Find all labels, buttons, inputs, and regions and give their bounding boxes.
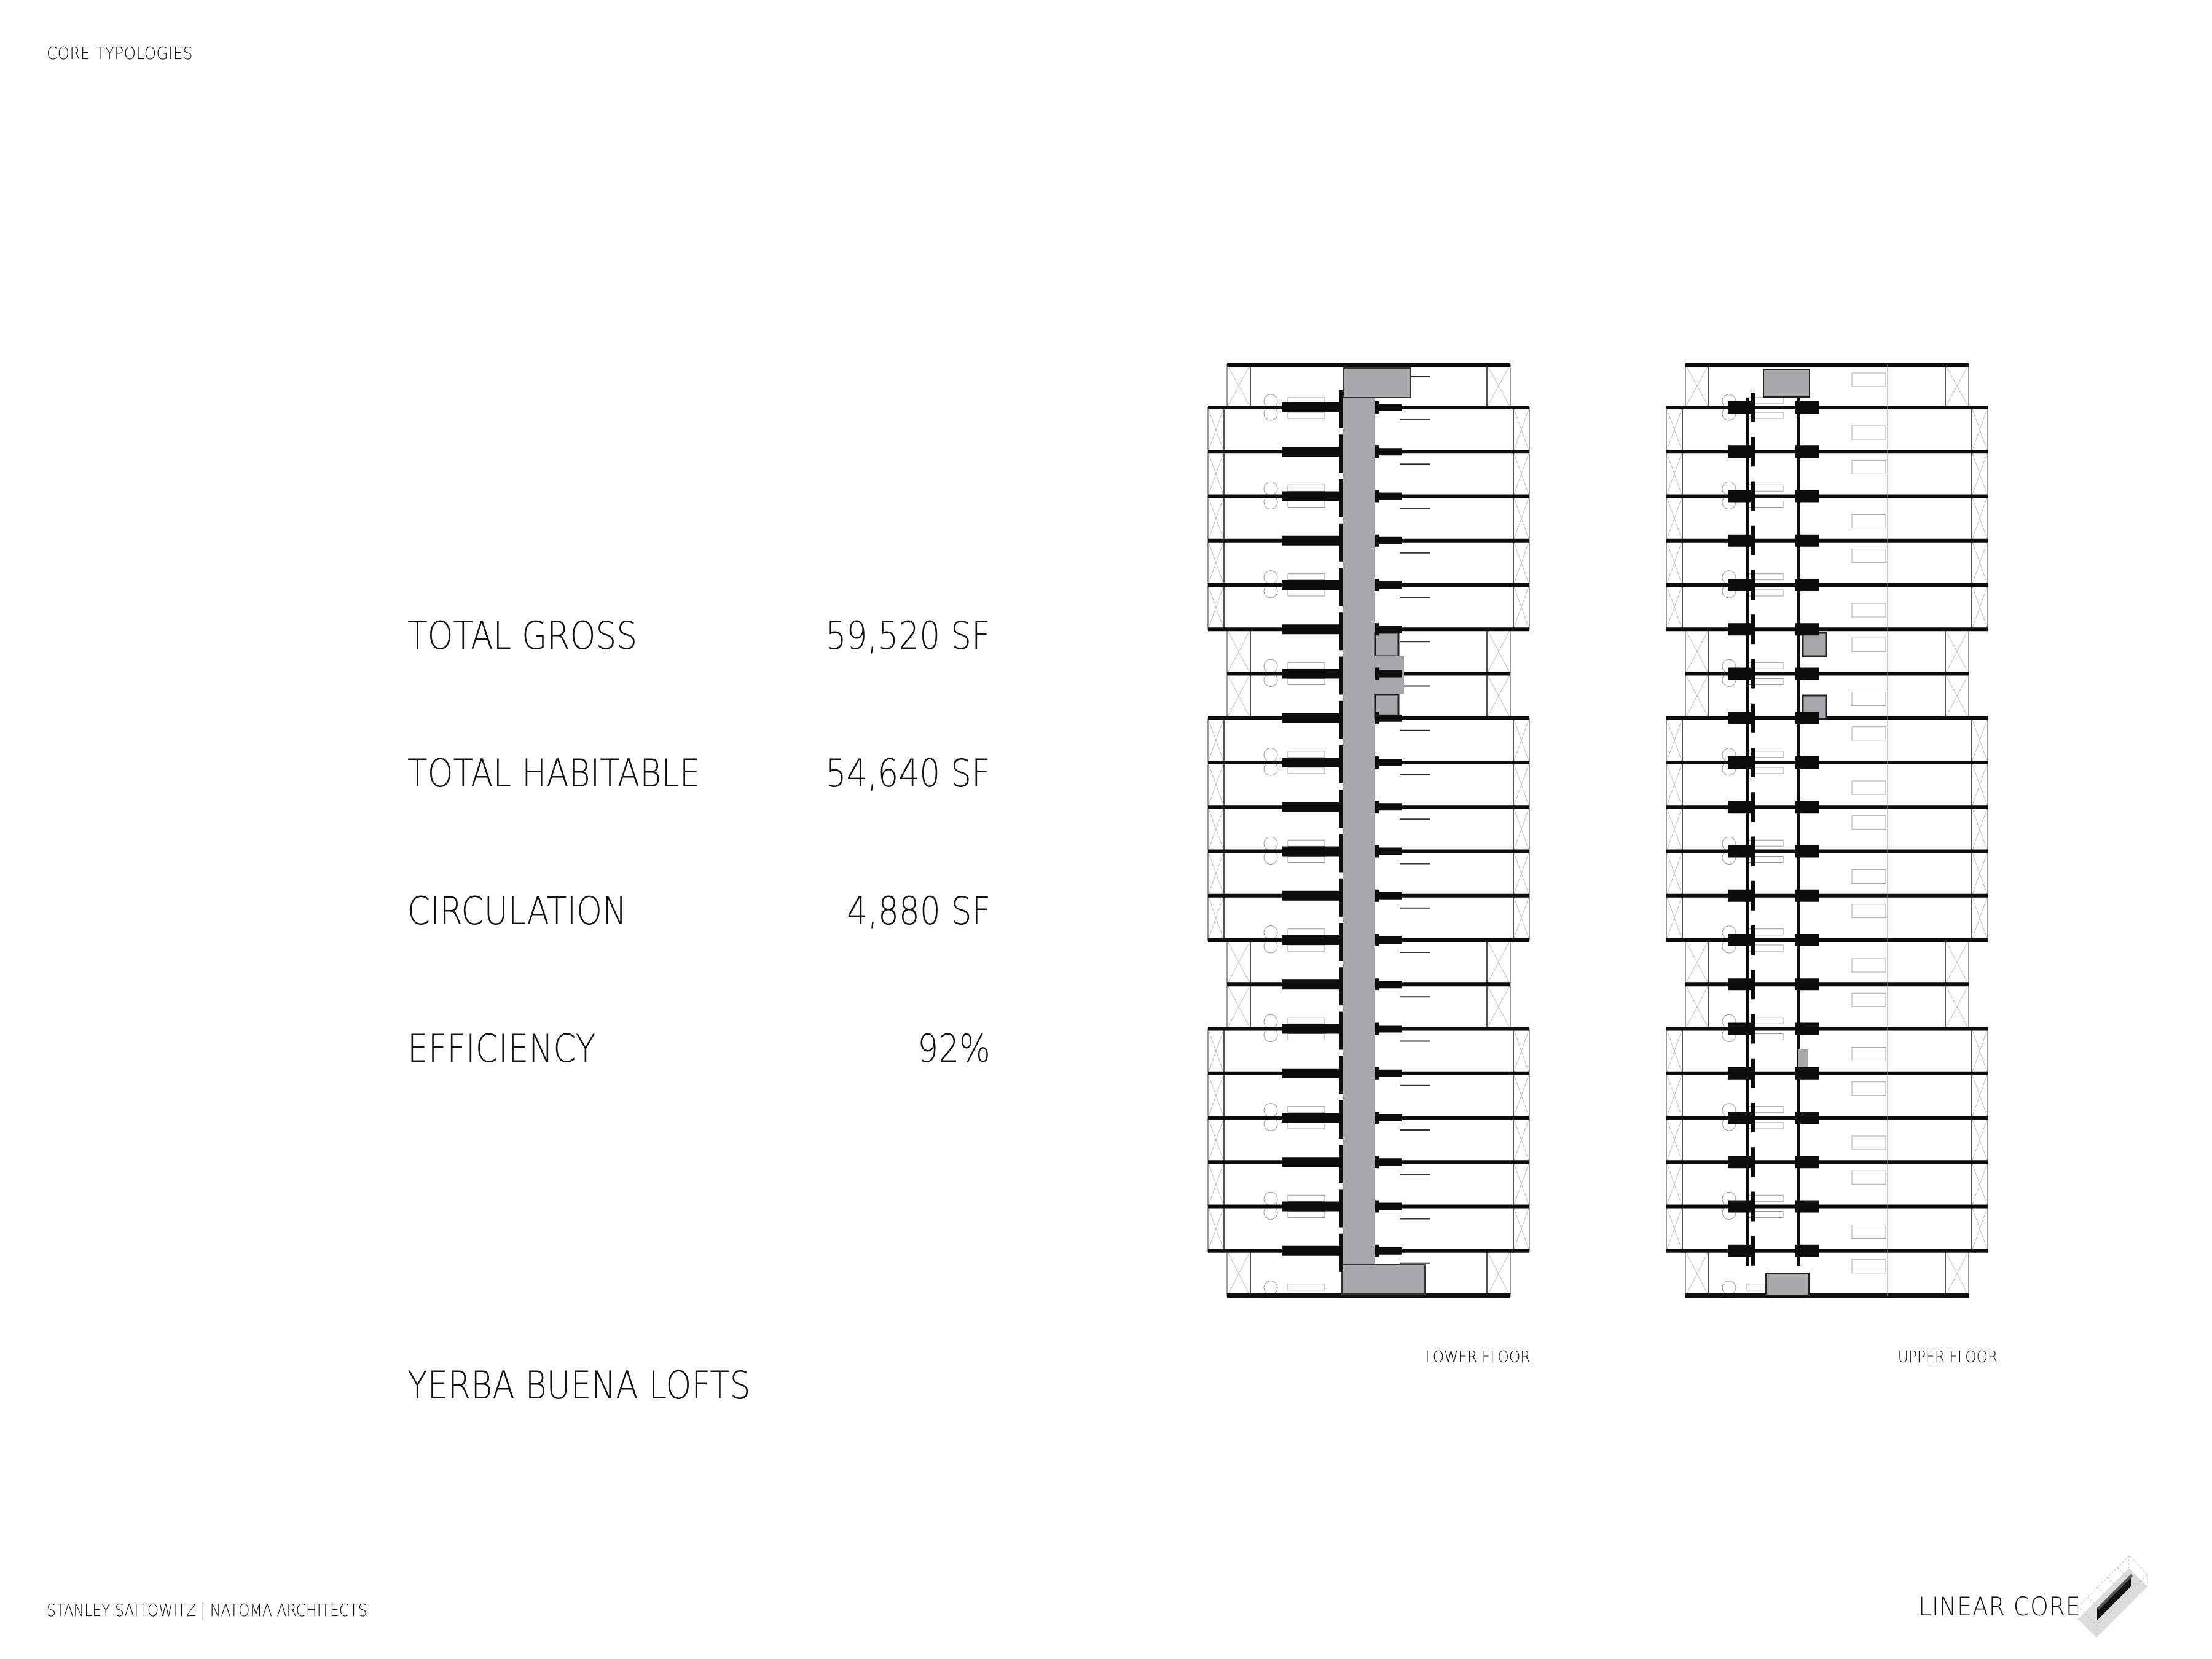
- kitchen-counter: [1288, 1284, 1325, 1290]
- service-wall: [1795, 1112, 1819, 1124]
- corridor-wall: [1339, 1012, 1343, 1050]
- stat-label-total-habitable: TOTAL HABITABLE: [407, 751, 700, 796]
- service-wall: [1379, 404, 1402, 411]
- corridor-wall: [1339, 524, 1343, 562]
- service-wall: [1282, 713, 1339, 723]
- kitchen-counter: [1288, 840, 1325, 846]
- service-wall: [1379, 1203, 1402, 1210]
- service-wall: [1728, 623, 1751, 635]
- stair-run: [1852, 815, 1886, 829]
- stair-run: [1852, 515, 1886, 528]
- service-wall: [1282, 847, 1339, 857]
- stair-run: [1852, 426, 1886, 439]
- service-wall: [1282, 802, 1339, 812]
- shaft-wall: [1751, 704, 1755, 733]
- corridor-wall: [1375, 1245, 1379, 1257]
- lower-floor-label: LOWER FLOOR: [1425, 1348, 1531, 1367]
- service-wall: [1379, 803, 1402, 810]
- shaft-wall: [1751, 1192, 1755, 1222]
- core-wall-left: [1746, 398, 1749, 1266]
- shaft-wall: [1751, 970, 1755, 999]
- service-wall: [1282, 1246, 1339, 1256]
- service-wall: [1795, 490, 1819, 503]
- stat-value-total-habitable: 54,640 SF: [825, 751, 990, 796]
- corridor-wall: [1339, 701, 1343, 739]
- shaft-wall: [1751, 437, 1755, 466]
- demising-wall: [1666, 805, 1988, 809]
- service-wall: [1795, 1023, 1819, 1035]
- stat-label-efficiency: EFFICIENCY: [407, 1026, 596, 1071]
- spiral-stair-icon: [1264, 748, 1277, 762]
- stair-run: [1852, 904, 1886, 918]
- service-wall: [1728, 401, 1751, 414]
- service-wall: [1379, 448, 1402, 455]
- service-wall: [1282, 1202, 1339, 1212]
- service-wall: [1795, 445, 1819, 458]
- service-wall: [1728, 535, 1751, 547]
- corridor-wall: [1375, 1201, 1379, 1213]
- balcony-bracing: [1666, 585, 1988, 629]
- stat-label-total-gross: TOTAL GROSS: [407, 613, 638, 658]
- service-wall: [1379, 537, 1402, 544]
- spiral-stair-icon: [1264, 1281, 1277, 1295]
- demising-wall: [1666, 1160, 1988, 1164]
- balcony-bracing: [1666, 1162, 1988, 1206]
- stat-label-circulation: CIRCULATION: [407, 888, 627, 933]
- corridor-wall: [1375, 535, 1379, 547]
- service-wall: [1795, 890, 1819, 902]
- service-wall: [1282, 492, 1339, 501]
- corridor-wall: [1375, 1112, 1379, 1124]
- service-wall: [1282, 935, 1339, 945]
- service-wall: [1795, 401, 1819, 414]
- plan-band-outline: [1666, 1029, 1988, 1251]
- project-name: YERBA BUENA LOFTS: [407, 1363, 751, 1408]
- service-wall: [1379, 1158, 1402, 1166]
- kitchen-counter: [1288, 501, 1325, 508]
- service-wall: [1795, 668, 1819, 680]
- kitchen-counter: [1288, 1123, 1325, 1129]
- service-wall: [1282, 1024, 1339, 1034]
- corridor-wall: [1375, 401, 1379, 414]
- demising-wall: [1666, 1249, 1988, 1253]
- corridor-wall: [1339, 790, 1343, 828]
- kitchen-counter: [1288, 929, 1325, 935]
- corridor-wall: [1375, 978, 1379, 990]
- kitchen-counter: [1288, 1195, 1325, 1201]
- shaft-icon: [1798, 1049, 1808, 1067]
- kitchen-counter: [1288, 590, 1325, 596]
- section-title: CORE TYPOLOGIES: [47, 43, 193, 63]
- demising-wall: [1666, 583, 1988, 587]
- corridor-wall: [1339, 923, 1343, 961]
- upper-floor-plan: [1666, 363, 1988, 1298]
- demising-wall: [1666, 1116, 1988, 1120]
- shaft-wall: [1751, 881, 1755, 911]
- shaft-wall: [1751, 748, 1755, 777]
- stair-run: [1852, 727, 1886, 740]
- corridor-wall: [1339, 1190, 1343, 1228]
- kitchen-counter: [1288, 1212, 1325, 1218]
- plan-band-outline: [1666, 407, 1988, 629]
- service-wall: [1379, 892, 1402, 900]
- shaft-wall: [1751, 792, 1755, 822]
- corridor-wall: [1375, 623, 1379, 635]
- service-wall: [1282, 580, 1339, 590]
- corridor-core: [1343, 367, 1375, 1293]
- service-wall: [1379, 493, 1402, 500]
- service-wall: [1728, 934, 1751, 946]
- service-wall: [1379, 626, 1402, 633]
- lower-floor-plan: [1208, 363, 1529, 1298]
- corridor-wall: [1375, 712, 1379, 724]
- service-wall: [1795, 1156, 1819, 1168]
- service-wall: [1379, 1114, 1402, 1121]
- corridor-wall: [1375, 579, 1379, 591]
- stair-run: [1852, 1082, 1886, 1096]
- stair-run: [1852, 692, 1886, 706]
- stair-run: [1852, 1171, 1886, 1184]
- corridor-wall: [1375, 1023, 1379, 1035]
- spiral-stair-icon: [1264, 571, 1277, 584]
- balcony-bracing: [1666, 763, 1988, 807]
- shaft-wall: [1751, 1059, 1755, 1088]
- shaft-wall: [1751, 393, 1755, 422]
- upper-floor-label: UPPER FLOOR: [1897, 1348, 1998, 1367]
- corridor-wall: [1375, 801, 1379, 813]
- shaft-wall: [1751, 1236, 1755, 1266]
- service-wall: [1728, 978, 1751, 990]
- balcony-bracing: [1685, 984, 1969, 1029]
- balcony-bracing: [1685, 1251, 1969, 1296]
- service-wall: [1728, 801, 1751, 813]
- service-wall: [1728, 490, 1751, 503]
- spiral-stair-icon: [1264, 1014, 1277, 1028]
- corridor-wall: [1375, 934, 1379, 946]
- shaft-wall: [1751, 614, 1755, 644]
- footer-credits: STANLEY SAITOWITZ | NATOMA ARCHITECTS: [47, 1600, 367, 1620]
- stair-core-top: [1763, 369, 1810, 397]
- stair-core-top: [1343, 368, 1411, 398]
- service-wall: [1379, 1247, 1402, 1255]
- demising-wall: [1666, 938, 1988, 942]
- corridor-wall: [1339, 390, 1343, 428]
- demising-wall: [1666, 450, 1988, 453]
- service-wall: [1728, 1245, 1751, 1257]
- service-wall: [1795, 934, 1819, 946]
- corridor-wall: [1339, 1234, 1343, 1272]
- service-wall: [1728, 668, 1751, 680]
- shaft-wall: [1751, 1014, 1755, 1044]
- service-wall: [1795, 623, 1819, 635]
- kitchen-counter: [1288, 751, 1325, 758]
- end-wall: [1685, 1293, 1969, 1298]
- service-wall: [1282, 624, 1339, 634]
- elevator-icon: [1375, 633, 1398, 656]
- shaft-wall: [1751, 482, 1755, 511]
- balcony-bracing: [1666, 807, 1988, 851]
- kitchen-counter: [1288, 767, 1325, 774]
- service-wall: [1379, 670, 1402, 678]
- corridor-wall: [1339, 745, 1343, 783]
- service-wall: [1795, 579, 1819, 591]
- spiral-stair-icon: [1264, 1192, 1277, 1206]
- service-wall: [1728, 1112, 1751, 1124]
- stair-run: [1852, 638, 1886, 651]
- service-wall: [1728, 890, 1751, 902]
- kitchen-counter: [1288, 945, 1325, 951]
- spiral-stair-icon: [1264, 1104, 1277, 1117]
- service-wall: [1728, 445, 1751, 458]
- demising-wall: [1666, 1205, 1988, 1209]
- service-wall: [1795, 1245, 1819, 1257]
- service-wall: [1795, 801, 1819, 813]
- corridor-wall: [1339, 434, 1343, 473]
- core-wall-right: [1797, 398, 1800, 1266]
- kitchen-counter: [1288, 574, 1325, 580]
- shaft-wall: [1751, 659, 1755, 689]
- shaft-wall: [1751, 1147, 1755, 1177]
- balcony-bracing: [1666, 718, 1988, 763]
- kitchen-counter: [1288, 1107, 1325, 1113]
- shaft-wall: [1751, 837, 1755, 866]
- service-wall: [1795, 712, 1819, 724]
- kitchen-counter: [1288, 485, 1325, 491]
- stair-run: [1852, 1225, 1886, 1239]
- service-wall: [1282, 891, 1339, 901]
- service-wall: [1379, 936, 1402, 944]
- service-wall: [1282, 758, 1339, 767]
- corridor-wall: [1375, 890, 1379, 902]
- spiral-stair-icon: [1264, 926, 1277, 939]
- end-wall: [1227, 363, 1510, 367]
- kitchen-counter: [1288, 679, 1325, 685]
- stair-core-bottom: [1342, 1265, 1425, 1294]
- stat-value-circulation: 4,880 SF: [846, 888, 990, 933]
- service-wall: [1282, 1113, 1339, 1123]
- corridor-wall: [1375, 490, 1379, 503]
- demising-wall: [1666, 495, 1988, 498]
- corridor-wall: [1339, 1056, 1343, 1094]
- balcony-bracing: [1666, 1029, 1988, 1073]
- demising-wall: [1666, 894, 1988, 898]
- corridor-wall: [1339, 967, 1343, 1005]
- corridor-wall: [1375, 1156, 1379, 1168]
- end-wall: [1685, 363, 1969, 367]
- corridor-wall: [1339, 479, 1343, 517]
- balcony-bracing: [1666, 452, 1988, 496]
- service-wall: [1795, 756, 1819, 769]
- corridor-wall: [1339, 1145, 1343, 1183]
- service-wall: [1795, 978, 1819, 990]
- demising-wall: [1666, 1027, 1988, 1031]
- corridor-wall: [1375, 1067, 1379, 1080]
- service-wall: [1379, 715, 1402, 722]
- demising-wall: [1666, 539, 1988, 543]
- demising-wall: [1666, 850, 1988, 853]
- stair-run: [1852, 549, 1886, 563]
- service-wall: [1728, 579, 1751, 591]
- spiral-stair-icon: [1722, 1281, 1736, 1295]
- service-wall: [1795, 1201, 1819, 1213]
- plan-band-outline: [1666, 718, 1988, 940]
- shaft-wall: [1751, 526, 1755, 555]
- corridor-wall: [1339, 568, 1343, 606]
- service-wall: [1379, 1026, 1402, 1033]
- stat-value-total-gross: 59,520 SF: [825, 613, 990, 658]
- balcony-bracing: [1666, 496, 1988, 541]
- stair-run: [1852, 870, 1886, 884]
- kitchen-counter: [1288, 412, 1325, 418]
- linear-core-isometric-icon: [2077, 1555, 2175, 1650]
- stair-run: [1852, 1260, 1886, 1273]
- kitchen-counter: [1288, 662, 1325, 669]
- balcony-bracing: [1685, 364, 1969, 407]
- elevator-icon: [1803, 633, 1826, 656]
- balcony-bracing: [1666, 1118, 1988, 1162]
- stair-run: [1852, 460, 1886, 474]
- demising-wall: [1666, 761, 1988, 764]
- stair-run: [1852, 1048, 1886, 1061]
- stat-value-efficiency: 92%: [917, 1026, 990, 1071]
- service-wall: [1282, 536, 1339, 546]
- typology-label: LINEAR CORE: [1918, 1591, 2081, 1622]
- balcony-bracing: [1666, 1207, 1988, 1251]
- corridor-wall: [1375, 668, 1379, 680]
- stair-core-bottom: [1766, 1273, 1809, 1295]
- spiral-stair-icon: [1264, 482, 1277, 495]
- demising-wall: [1666, 1072, 1988, 1075]
- corridor-wall: [1339, 879, 1343, 917]
- service-wall: [1282, 447, 1339, 457]
- service-wall: [1282, 979, 1339, 989]
- stair-run: [1852, 373, 1886, 386]
- balcony-bracing: [1666, 407, 1988, 452]
- balcony-bracing: [1666, 852, 1988, 896]
- service-wall: [1728, 1201, 1751, 1213]
- corridor-wall: [1339, 612, 1343, 650]
- service-wall: [1728, 712, 1751, 724]
- service-wall: [1795, 1067, 1819, 1080]
- stair-run: [1852, 993, 1886, 1006]
- corridor-wall: [1339, 834, 1343, 873]
- service-wall: [1379, 848, 1402, 855]
- kitchen-counter: [1288, 1034, 1325, 1040]
- spiral-stair-icon: [1264, 659, 1277, 673]
- demising-wall: [1666, 627, 1988, 631]
- kitchen-counter: [1288, 1018, 1325, 1024]
- corridor-wall: [1375, 756, 1379, 769]
- stair-run: [1852, 781, 1886, 794]
- stair-run: [1852, 1136, 1886, 1150]
- balcony-bracing: [1666, 541, 1988, 585]
- corridor-wall: [1339, 1100, 1343, 1139]
- shaft-wall: [1751, 1103, 1755, 1132]
- kitchen-counter: [1288, 857, 1325, 863]
- service-wall: [1728, 845, 1751, 858]
- shaft-wall: [1751, 925, 1755, 955]
- spiral-stair-icon: [1264, 837, 1277, 850]
- service-wall: [1282, 1069, 1339, 1078]
- service-wall: [1379, 581, 1402, 589]
- balcony-bracing: [1666, 1073, 1988, 1118]
- service-wall: [1379, 1070, 1402, 1077]
- service-wall: [1282, 669, 1339, 679]
- service-wall: [1728, 1067, 1751, 1080]
- service-wall: [1728, 756, 1751, 769]
- plan-band-outline: [1685, 364, 1969, 407]
- shaft-wall: [1751, 570, 1755, 600]
- corridor-wall: [1375, 845, 1379, 858]
- balcony-bracing: [1666, 896, 1988, 940]
- demising-wall: [1666, 406, 1988, 409]
- balcony-bracing: [1685, 940, 1969, 984]
- stair-run: [1852, 603, 1886, 617]
- service-wall: [1795, 535, 1819, 547]
- service-wall: [1728, 1023, 1751, 1035]
- service-wall: [1379, 759, 1402, 766]
- stair-run: [1852, 959, 1886, 972]
- service-wall: [1379, 981, 1402, 988]
- service-wall: [1728, 1156, 1751, 1168]
- service-wall: [1795, 845, 1819, 858]
- plan-band-outline: [1685, 1251, 1969, 1296]
- service-wall: [1282, 402, 1339, 412]
- corridor-wall: [1339, 657, 1343, 695]
- corridor-wall: [1375, 445, 1379, 458]
- service-wall: [1282, 1157, 1339, 1167]
